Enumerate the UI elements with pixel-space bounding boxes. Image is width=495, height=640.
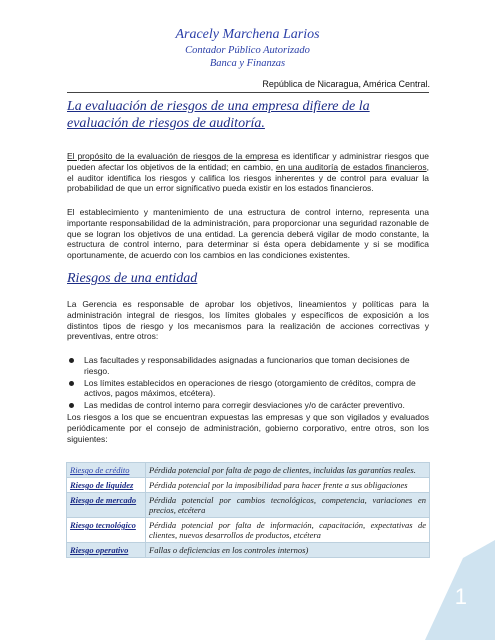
bullet-list [67, 355, 429, 412]
risk-description: Pérdida potencial por falta de información, capacitación, expectativas de clientes, nuevos desarrollos de productos, etcétera [146, 518, 430, 543]
risk-name: Riesgo de liquidez [67, 478, 146, 493]
risk-description: Pérdida potencial por cambios tecnológicos, competencia, variaciones en precios, etcétera [146, 493, 430, 518]
risk-name: Riesgo de crédito [67, 463, 146, 478]
page-title: La evaluación de riesgos de una empresa difiere de la evaluación de riesgos de auditoría. [67, 99, 370, 131]
risk-description: Pérdida potencial por falta de pago de clientes, incluidas las garantías reales. [146, 463, 430, 478]
intro-underline-2: en una auditoría [275, 161, 339, 172]
intro-text-3: , el auditor identifica los riesgos y califica los riesgos inherentes y de control para evaluar la probabilidad de que un error significativo pueda existir en los estados financieros. [67, 161, 429, 194]
paragraph-gerencia: La Gerencia es responsable de aprobar los objetivos, lineamientos y políticas para la administración integral de riesgos, los límites globales y específicos de exposición a los distintos tipos de riesgo y los mecanismos para la realización de acciones correctivas y preventivas, entre otros: [67, 299, 429, 342]
header-rule [67, 92, 429, 93]
risk-name: Riesgo operativo [67, 543, 146, 558]
paragraph-riesgos: Los riesgos a los que se encuentran expuestas las empresas y que son vigilados y evaluados periódicamente por el consejo de administración, gobierno corporativo, entre otros, son los siguientes: [67, 412, 429, 444]
risk-description: Pérdida potencial por la imposibilidad para hacer frente a sus obligaciones [146, 478, 430, 493]
list-item: Las facultades y responsabilidades asignadas a funcionarios que toman decisiones de riesgo. [67, 355, 429, 377]
risk-description: Fallas o deficiencias en los controles internos) [146, 543, 430, 558]
table-row [67, 478, 430, 493]
intro-underline-3: de estados financieros [340, 161, 427, 172]
paragraph-control: El establecimiento y mantenimiento de una estructura de control interno, representa una importante responsabilidad de la administración, para proporcionar una seguridad razonable de que se logran los objetivos de una entidad. La gerencia deberá vigilar de modo constante, la estructura de control interno, para determinar si ésta opera debidamente y si se modifica oportunamente, de acuerdo con los cambios en las condiciones existentes. [67, 207, 429, 261]
risk-name: Riesgo tecnológico [67, 518, 146, 543]
location-text: República de Nicaragua, América Central. [262, 79, 430, 89]
table-row [67, 543, 430, 558]
list-item: Los límites establecidos en operaciones de riesgo (otorgamiento de créditos, compra de activos, pagos máximos, etcétera). [67, 378, 429, 400]
paragraph-intro [67, 151, 429, 194]
risk-table [66, 462, 430, 558]
table-row [67, 518, 430, 543]
author-name: Aracely Marchena Larios [175, 27, 320, 42]
table-row [67, 463, 430, 478]
page-number: 1 [454, 584, 467, 609]
intro-link-text: El propósito de la evaluación de riesgos de la empresa [67, 151, 279, 161]
author-area: Banca y Finanzas [209, 58, 286, 69]
intro-text-1: es identificar y administrar riesgos que pueden afectar los objetivos de la entidad; en cambio, [67, 151, 429, 172]
list-item: Las medidas de control interno para corregir desviaciones y/o de carácter preventivo. [67, 400, 429, 411]
table-row [67, 493, 430, 518]
author-role: Contador Público Autorizado [185, 45, 310, 56]
risk-name: Riesgo de mercado [67, 493, 146, 518]
section-heading: Riesgos de una entidad [67, 271, 198, 286]
